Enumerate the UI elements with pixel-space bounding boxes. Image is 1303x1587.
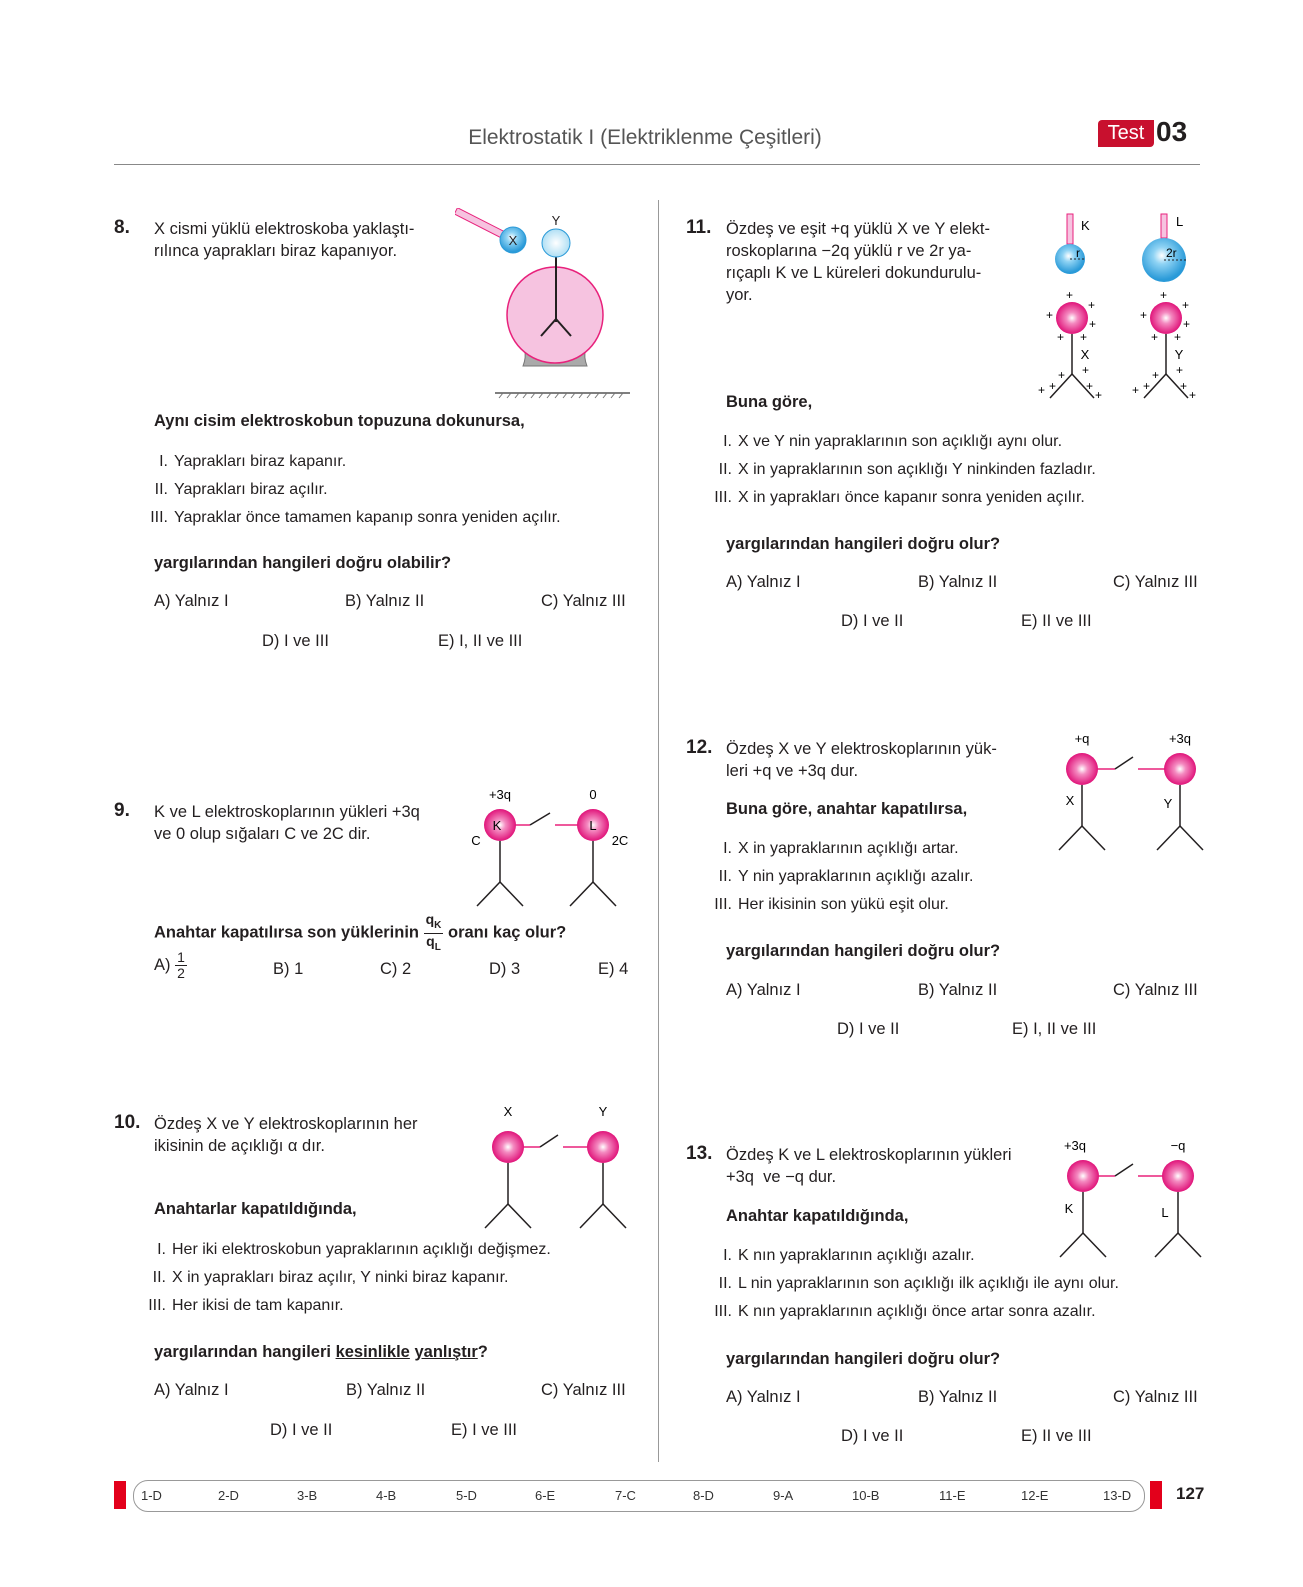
- question-stem: Özdeş K ve L elektroskoplarının yükleri +3q ve −q dur.: [726, 1146, 1012, 1186]
- y-knob: [542, 229, 570, 257]
- svg-text:X: X: [1080, 347, 1090, 362]
- question-lead: Anahtarlar kapatıldığında,: [154, 1200, 357, 1218]
- option-e[interactable]: E) I, II ve III: [1012, 1020, 1097, 1038]
- option-c[interactable]: C) Yalnız III: [541, 1381, 626, 1399]
- question-number: 12.: [686, 737, 713, 758]
- svg-text:+: +: [1143, 379, 1151, 393]
- y-sphere: [587, 1131, 619, 1163]
- option-b[interactable]: B) Yalnız II: [345, 592, 425, 610]
- svg-text:+: +: [1176, 363, 1184, 377]
- option-c[interactable]: C) Yalnız III: [1113, 1388, 1198, 1406]
- option-d[interactable]: D) 3: [489, 960, 521, 978]
- option-c[interactable]: C) Yalnız III: [541, 592, 626, 610]
- answer-key-item: 9-A: [773, 1488, 794, 1503]
- svg-text:+: +: [1182, 298, 1190, 312]
- question-lead: Buna göre,: [726, 393, 813, 411]
- svg-text:+: +: [1057, 330, 1065, 344]
- svg-text:+: +: [1082, 363, 1090, 377]
- option-c[interactable]: C) 2: [380, 960, 412, 978]
- svg-text:+: +: [1174, 330, 1182, 344]
- answer-key-item: 5-D: [456, 1488, 477, 1503]
- option-b[interactable]: B) Yalnız II: [918, 573, 998, 591]
- svg-text:+: +: [1189, 388, 1197, 402]
- svg-text:0: 0: [589, 787, 597, 802]
- answer-key-item: 8-D: [693, 1488, 714, 1503]
- svg-text:Y: Y: [1163, 796, 1173, 811]
- question-prompt: yargılarından hangileri kesinlikle yanlıştır?: [154, 1343, 488, 1361]
- option-b[interactable]: B) Yalnız II: [918, 981, 998, 999]
- option-d[interactable]: D) I ve II: [841, 612, 904, 630]
- y-label: Y: [551, 213, 561, 228]
- svg-text:X: X: [1065, 793, 1075, 808]
- question-lead: Anahtar kapatıldığında,: [726, 1207, 909, 1225]
- answer-key-item: 1-D: [141, 1488, 162, 1503]
- svg-text:+3q: +3q: [488, 787, 512, 802]
- answer-key-item: 4-B: [376, 1488, 397, 1503]
- answer-key-item: 11-E: [939, 1488, 966, 1503]
- option-c[interactable]: C) Yalnız III: [1113, 573, 1198, 591]
- question-prompt: yargılarından hangileri doğru olur?: [726, 1350, 1001, 1368]
- option-b[interactable]: B) Yalnız II: [346, 1381, 426, 1399]
- svg-text:+: +: [1086, 379, 1094, 393]
- question-number: 11.: [686, 217, 712, 238]
- svg-text:+q: +q: [1074, 731, 1090, 746]
- x-sphere: [492, 1131, 524, 1163]
- svg-text:+: +: [1088, 298, 1096, 312]
- column-divider: [658, 200, 659, 1462]
- option-b[interactable]: B) Yalnız II: [918, 1388, 998, 1406]
- l-sphere: [1162, 1160, 1194, 1192]
- svg-text:+: +: [1095, 388, 1103, 402]
- question-prompt: yargılarından hangileri doğru olabilir?: [154, 554, 452, 572]
- ratio-fraction: $\frac{q_K}{q_L}$: [425, 911, 442, 953]
- two-electroscope-figure: [1040, 728, 1210, 858]
- svg-text:+: +: [1080, 330, 1088, 344]
- x-sphere: [1066, 753, 1098, 785]
- svg-text:+: +: [1152, 368, 1160, 382]
- answer-key-item: 12-E: [1021, 1488, 1049, 1503]
- question-stem: Özdeş ve eşit +q yüklü X ve Y elekt- roskoplarına −2q yüklü r ve 2r ya- rıçaplı K ve L küreleri dokundurulu- yor.: [726, 220, 990, 304]
- header-rule: [114, 164, 1200, 165]
- option-e[interactable]: E) I, II ve III: [438, 632, 523, 650]
- option-d[interactable]: D) I ve II: [270, 1421, 333, 1439]
- statement-list: I. X in yapraklarının açıklığı artar. II. Y nin yapraklarının açıklığı azalır. III. Her ikisinin son yükü eşit olur.: [714, 840, 974, 913]
- svg-text:Y: Y: [598, 1104, 608, 1119]
- option-e[interactable]: E) 4: [598, 960, 629, 978]
- option-a[interactable]: A) Yalnız I: [154, 1381, 229, 1399]
- x-label: X: [508, 233, 518, 248]
- svg-text:L: L: [589, 818, 597, 833]
- svg-text:+: +: [1046, 308, 1054, 322]
- two-electroscope-figure: [455, 785, 635, 915]
- svg-text:C: C: [471, 833, 481, 848]
- y-sphere: [1164, 753, 1196, 785]
- svg-text:K: K: [1081, 218, 1090, 233]
- svg-text:+: +: [1151, 330, 1159, 344]
- question-number: 8.: [114, 217, 130, 238]
- question-number: 10.: [114, 1112, 141, 1133]
- sphere-electroscope-figure: [1025, 208, 1205, 408]
- svg-text:2C: 2C: [611, 833, 629, 848]
- answer-key-item: 13-D: [1103, 1488, 1132, 1503]
- svg-text:+: +: [1132, 383, 1140, 397]
- svg-text:L: L: [1161, 1205, 1169, 1220]
- option-b[interactable]: B) 1: [273, 960, 304, 978]
- svg-text:K: K: [1064, 1201, 1074, 1216]
- svg-text:+: +: [1066, 288, 1074, 302]
- k-sphere: [1067, 1160, 1099, 1192]
- option-d[interactable]: D) I ve II: [841, 1427, 904, 1445]
- option-a[interactable]: A) $\frac{1}{2}$: [154, 949, 185, 981]
- option-d[interactable]: D) I ve III: [262, 632, 329, 650]
- option-a[interactable]: A) Yalnız I: [154, 592, 229, 610]
- chapter-title: Elektrostatik I (Elektriklenme Çeşitleri): [468, 126, 822, 149]
- svg-text:X: X: [503, 1104, 513, 1119]
- option-a[interactable]: A) Yalnız I: [726, 1388, 801, 1406]
- svg-text:+: +: [1038, 383, 1046, 397]
- question-prompt: yargılarından hangileri doğru olur?: [726, 942, 1001, 960]
- answer-key-item: 6-E: [535, 1488, 556, 1503]
- svg-text:L: L: [1176, 214, 1184, 229]
- two-electroscope-figure: [470, 1100, 640, 1230]
- option-d[interactable]: D) I ve II: [837, 1020, 900, 1038]
- svg-text:+3q: +3q: [1063, 1138, 1087, 1153]
- question-lead: Aynı cisim elektroskobun topuzuna dokunursa,: [154, 412, 525, 430]
- statement-list: I. Her iki elektroskobun yapraklarının açıklığı değişmez. II. X in yaprakları biraz açılır, Y ninki biraz kapanır. III. Her ikisi de tam kapanır.: [148, 1241, 551, 1314]
- test-number: 03: [1156, 116, 1188, 147]
- svg-text:2r: 2r: [1166, 246, 1177, 260]
- answer-key-item: 3-B: [297, 1488, 318, 1503]
- test-badge: Test: [1098, 120, 1154, 147]
- question-number: 13.: [686, 1143, 713, 1164]
- svg-text:r: r: [1076, 246, 1080, 260]
- question-stem: X cismi yüklü elektroskoba yaklaştı- rılınca yaprakları biraz kapanıyor.: [154, 220, 415, 260]
- svg-text:+: +: [1183, 317, 1191, 331]
- answer-key-item: 7-C: [615, 1488, 636, 1503]
- svg-text:+: +: [1140, 308, 1148, 322]
- svg-text:+3q: +3q: [1168, 731, 1192, 746]
- answer-key-item: 2-D: [218, 1488, 239, 1503]
- question-prompt: yargılarından hangileri doğru olur?: [726, 535, 1001, 553]
- svg-text:+: +: [1160, 288, 1168, 302]
- answer-key-item: 10-B: [852, 1488, 880, 1503]
- footer-red-marker-right: [1150, 1481, 1162, 1509]
- svg-text:+: +: [1180, 379, 1188, 393]
- answer-key-bar: [133, 1480, 1145, 1512]
- option-c[interactable]: C) Yalnız III: [1113, 981, 1198, 999]
- svg-text:−q: −q: [1170, 1138, 1186, 1153]
- question-stem: Özdeş X ve Y elektroskoplarının her ikisinin de açıklığı α dır.: [154, 1115, 418, 1155]
- svg-text:+: +: [1058, 368, 1066, 382]
- question-number: 9.: [114, 800, 130, 821]
- option-e[interactable]: E) II ve III: [1021, 612, 1092, 630]
- option-e[interactable]: E) I ve III: [451, 1421, 518, 1439]
- question-lead: Buna göre, anahtar kapatılırsa,: [726, 800, 968, 818]
- svg-text:+: +: [1089, 317, 1097, 331]
- option-a[interactable]: A) Yalnız I: [726, 981, 801, 999]
- svg-text:Y: Y: [1174, 347, 1184, 362]
- option-e[interactable]: E) II ve III: [1021, 1427, 1092, 1445]
- statement-list: I. X ve Y nin yapraklarının son açıklığı aynı olur. II. X in yapraklarının son açıklığı Y ninkinden fazladır. III. X in yaprakları önce kapanır sonra yeniden açılır.: [714, 433, 1096, 506]
- svg-text:K: K: [492, 818, 502, 833]
- electroscope-figure: [455, 208, 635, 400]
- question-prompt: Anahtar kapatılırsa son yüklerinin $\frac{q_K}{q_L}$ oranı kaç olur?: [154, 911, 567, 953]
- question-stem: Özdeş X ve Y elektroskoplarının yük- leri +q ve +3q dur.: [726, 740, 997, 780]
- question-stem: K ve L elektroskoplarının yükleri +3q ve 0 olup sığaları C ve 2C dir.: [154, 803, 420, 843]
- svg-text:+: +: [1049, 379, 1057, 393]
- footer-red-marker-left: [114, 1481, 126, 1509]
- statement-list: I. Yaprakları biraz kapanır. II. Yaprakları biraz açılır. III. Yapraklar önce tamamen kapanıp sonra yeniden açılır.: [150, 453, 561, 526]
- option-a[interactable]: A) Yalnız I: [726, 573, 801, 591]
- statement-list: I. K nın yapraklarının açıklığı azalır. II. L nin yapraklarının son açıklığı ilk açıklığı ile aynı olur. III. K nın yapraklarının açıklığı önce artar sonra azalır.: [714, 1247, 1119, 1320]
- page-number: 127: [1176, 1484, 1205, 1503]
